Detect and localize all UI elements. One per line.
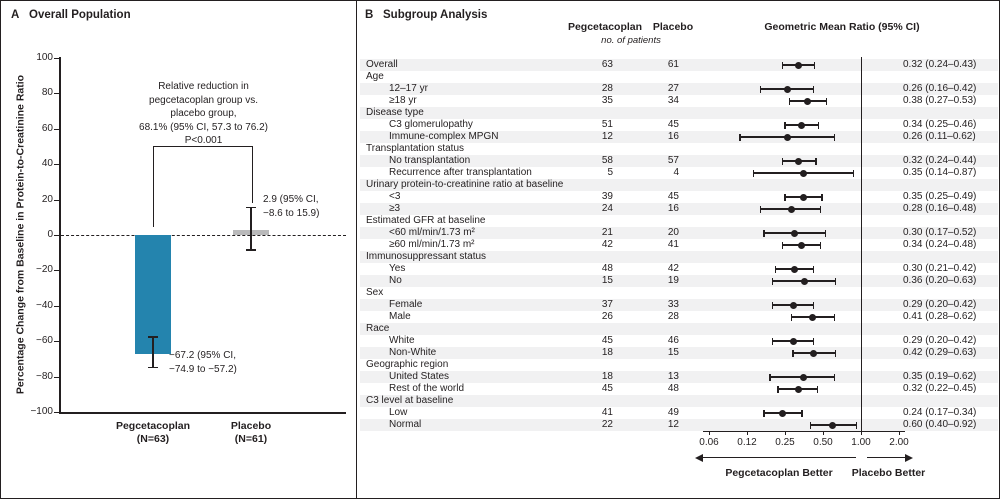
subgroup-n-placebo: 42	[667, 263, 679, 274]
subgroup-n-placebo: 28	[667, 311, 679, 322]
forest-ci-cap	[753, 170, 754, 177]
forest-ci-cap	[784, 122, 785, 129]
subgroup-n-pegcetacoplan: 45	[601, 335, 613, 346]
a-x-category-label	[186, 420, 316, 446]
forest-ci-cap	[815, 158, 816, 165]
subgroup-n-pegcetacoplan: 15	[601, 275, 613, 286]
subgroup-ratio-text: 0.32 (0.22–0.45)	[903, 383, 977, 394]
forest-ci-cap	[769, 374, 770, 381]
subgroup-label: ≥3	[389, 203, 401, 214]
subgroup-ratio-text: 0.30 (0.17–0.52)	[903, 227, 977, 238]
forest-ci-cap	[813, 338, 814, 345]
b-x-tick	[899, 431, 900, 435]
subgroup-ratio-text: 0.26 (0.11–0.62)	[903, 131, 976, 142]
subgroup-n-placebo: 48	[667, 383, 679, 394]
a-y-tick	[54, 129, 59, 130]
subgroup-label: Overall	[366, 59, 398, 70]
forest-ci-cap	[813, 86, 814, 93]
subgroup-n-placebo: 34	[667, 95, 679, 106]
forest-point	[790, 338, 797, 345]
forest-ci-cap	[856, 422, 857, 429]
subgroup-n-pegcetacoplan: 22	[601, 419, 613, 430]
subgroup-label: C3 level at baseline	[366, 395, 454, 406]
a-y-tick	[54, 200, 59, 201]
forest-ci-cap	[826, 98, 827, 105]
subgroup-label: Geographic region	[366, 359, 449, 370]
subgroup-label: Recurrence after transplantation	[389, 167, 532, 178]
a-y-tick-label: 20	[41, 193, 53, 205]
a-x-category-name: Pegcetacoplan	[115, 420, 191, 432]
b-x-axis-line	[703, 431, 905, 432]
subgroup-label: 12–17 yr	[389, 83, 428, 94]
forest-point	[810, 350, 817, 357]
a-zero-baseline	[61, 235, 346, 236]
subgroup-n-placebo: 46	[667, 335, 679, 346]
forest-ci-cap	[782, 62, 783, 69]
forest-ci-cap	[810, 422, 811, 429]
subgroup-label: Normal	[389, 419, 422, 430]
forest-point	[784, 86, 791, 93]
b-arrow-right-head	[905, 454, 913, 462]
forest-point	[790, 302, 797, 309]
a-x-axis-line	[59, 412, 346, 414]
b-x-tick-label: 2.00	[889, 437, 909, 448]
subgroup-ratio-text: 0.60 (0.40–0.92)	[903, 419, 977, 430]
a-x-category-name: Placebo	[230, 420, 272, 432]
b-x-tick-label: 1.00	[851, 437, 871, 448]
forest-ci-cap	[792, 350, 793, 357]
a-y-tick-label: −20	[36, 264, 53, 276]
a-bar-value-label-line: −8.6 to 15.9)	[263, 207, 320, 219]
a-error-cap	[148, 367, 158, 368]
b-col-header-pegcetacoplan: Pegcetacoplan	[567, 21, 643, 33]
forest-ci-cap	[813, 266, 814, 273]
subgroup-label: No	[389, 275, 402, 286]
subgroup-ratio-text: 0.38 (0.27–0.53)	[903, 95, 977, 106]
subgroup-n-placebo: 27	[667, 83, 679, 94]
subgroup-n-placebo: 45	[667, 119, 679, 130]
a-y-tick-label: 0	[47, 229, 53, 240]
forest-ci-cap	[739, 134, 740, 141]
b-x-tick	[747, 431, 748, 435]
forest-ci-cap	[791, 314, 792, 321]
subgroup-label: Female	[389, 299, 423, 310]
a-annotation-line: P<0.001	[184, 135, 223, 146]
subgroup-label: <60 ml/min/1.73 m²	[389, 227, 475, 238]
panel-a-label: A	[11, 9, 20, 21]
forest-ci-cap	[813, 302, 814, 309]
subgroup-n-pegcetacoplan: 45	[601, 383, 613, 394]
subgroup-label: Rest of the world	[389, 383, 465, 394]
subgroup-ratio-text: 0.24 (0.17–0.34)	[903, 407, 977, 418]
subgroup-row-stripe	[360, 323, 998, 335]
forest-ci-cap	[834, 374, 835, 381]
a-bar-value-label	[169, 349, 237, 376]
b-x-tick-label: 0.06	[699, 437, 719, 448]
forest-point	[800, 374, 807, 381]
subgroup-n-placebo: 12	[667, 419, 679, 430]
subgroup-n-placebo: 16	[667, 131, 679, 142]
a-annotation-line: pegcetacoplan group vs.	[149, 94, 258, 106]
subgroup-label: Disease type	[366, 107, 424, 118]
forest-point	[788, 206, 795, 213]
b-col-header-geometric-mean-ratio: Geometric Mean Ratio (95% CI)	[764, 21, 920, 33]
forest-ci-cap	[782, 242, 783, 249]
b-x-tick-label: 0.50	[813, 437, 833, 448]
subgroup-label: Low	[389, 407, 408, 418]
a-y-axis-title: Percentage Change from Baseline in Protein-to-Creatinine Ratio	[14, 74, 27, 395]
subgroup-ratio-text: 0.32 (0.24–0.44)	[903, 155, 977, 166]
forest-ci-cap	[825, 230, 826, 237]
a-y-tick	[54, 341, 59, 342]
a-x-category-n: (N=63)	[136, 433, 170, 445]
forest-ci-cap	[821, 194, 822, 201]
subgroup-ratio-text: 0.32 (0.24–0.43)	[903, 59, 977, 70]
subgroup-n-placebo: 57	[667, 155, 679, 166]
forest-point	[800, 194, 807, 201]
subgroup-label: Immunosuppressant status	[366, 251, 487, 262]
subgroup-label: Transplantation status	[366, 143, 465, 154]
subgroup-n-placebo: 19	[667, 275, 679, 286]
subgroup-n-pegcetacoplan: 21	[601, 227, 613, 238]
b-arrow-left-line	[702, 457, 856, 458]
forest-point	[798, 242, 805, 249]
a-error-cap	[246, 207, 256, 208]
b-arrow-right-label: Placebo Better	[851, 467, 926, 479]
forest-ci-cap	[763, 230, 764, 237]
a-y-tick-label: 40	[41, 158, 53, 170]
subgroup-ratio-text: 0.35 (0.19–0.62)	[903, 371, 977, 382]
forest-ci-cap	[760, 206, 761, 213]
a-bar-value-label-line: −67.2 (95% CI,	[169, 350, 236, 361]
subgroup-n-pegcetacoplan: 63	[601, 59, 613, 70]
b-col-header-placebo: Placebo	[652, 21, 694, 33]
subgroup-n-pegcetacoplan: 39	[601, 191, 613, 202]
subgroup-label: <3	[389, 191, 401, 202]
a-bar-value-label	[263, 193, 319, 220]
subgroup-ratio-text: 0.26 (0.16–0.42)	[903, 83, 977, 94]
a-y-tick	[54, 164, 59, 165]
subgroup-label: Urinary protein-to-creatinine ratio at baseline	[366, 179, 564, 190]
subgroup-label: Immune-complex MPGN	[389, 131, 499, 142]
subgroup-label: Sex	[366, 287, 384, 298]
subgroup-row-stripe	[360, 395, 998, 407]
a-error-cap	[246, 249, 256, 250]
forest-ci-cap	[818, 122, 819, 129]
panel-b-label: B	[365, 9, 374, 21]
forest-ci-cap	[820, 206, 821, 213]
subgroup-ratio-text: 0.35 (0.14–0.87)	[903, 167, 977, 178]
a-error-cap	[148, 336, 158, 337]
subgroup-n-pegcetacoplan: 26	[601, 311, 613, 322]
subgroup-ratio-text: 0.36 (0.20–0.63)	[903, 275, 977, 286]
b-x-tick	[861, 431, 862, 435]
forest-ci-cap	[834, 134, 835, 141]
a-y-tick-label: 60	[41, 122, 53, 134]
forest-ci-cap	[820, 242, 821, 249]
a-bar-value-label-line: 2.9 (95% CI,	[263, 194, 319, 205]
subgroup-ratio-text: 0.41 (0.28–0.62)	[903, 311, 977, 322]
forest-point	[809, 314, 816, 321]
a-y-tick-label: −40	[36, 299, 53, 311]
forest-ci-cap	[775, 266, 776, 273]
subgroup-label: Race	[366, 323, 390, 334]
subgroup-label: No transplantation	[389, 155, 471, 166]
forest-point	[800, 170, 807, 177]
a-y-tick	[54, 58, 59, 59]
subgroup-n-pegcetacoplan: 35	[601, 95, 613, 106]
subgroup-n-pegcetacoplan: 42	[601, 239, 613, 250]
forest-point	[791, 266, 798, 273]
b-x-tick	[709, 431, 710, 435]
forest-ci-cap	[835, 278, 836, 285]
subgroup-n-pegcetacoplan: 12	[601, 131, 613, 142]
forest-ci-cap	[760, 86, 761, 93]
subgroup-ratio-text: 0.28 (0.16–0.48)	[903, 203, 977, 214]
forest-ci-cap	[772, 302, 773, 309]
forest-ci-cap	[789, 98, 790, 105]
subgroup-label: Estimated GFR at baseline	[366, 215, 486, 226]
forest-point	[779, 410, 786, 417]
forest-point	[804, 98, 811, 105]
subgroup-n-placebo: 15	[667, 347, 679, 358]
b-x-tick	[823, 431, 824, 435]
subgroup-n-placebo: 33	[667, 299, 679, 310]
a-y-tick	[54, 270, 59, 271]
subgroup-n-pegcetacoplan: 58	[601, 155, 613, 166]
forest-ci-cap	[772, 338, 773, 345]
subgroup-n-pegcetacoplan: 18	[601, 347, 613, 358]
a-bar-value-label-line: −74.9 to −57.2)	[169, 363, 237, 375]
a-annotation-line: placebo group,	[170, 108, 237, 119]
panel-a-title: Overall Population	[29, 9, 131, 21]
panel-b-title: Subgroup Analysis	[383, 9, 488, 21]
a-x-category-n: (N=61)	[234, 433, 268, 445]
subgroup-ratio-text: 0.30 (0.21–0.42)	[903, 263, 977, 274]
b-reference-line	[861, 57, 862, 431]
a-y-tick	[54, 306, 59, 307]
b-arrow-right-line	[867, 457, 905, 458]
b-col-subheader-no-of-patients: no. of patients	[601, 35, 661, 46]
subgroup-n-pegcetacoplan: 18	[601, 371, 613, 382]
subgroup-n-pegcetacoplan: 37	[601, 299, 613, 310]
forest-point	[795, 386, 802, 393]
a-y-tick	[54, 235, 59, 236]
forest-ci-cap	[777, 386, 778, 393]
subgroup-n-placebo: 41	[667, 239, 679, 250]
a-annotation-line: Relative reduction in	[158, 81, 249, 92]
b-x-tick-label: 0.12	[737, 437, 757, 448]
forest-ci-cap	[853, 170, 854, 177]
subgroup-label: C3 glomerulopathy	[389, 119, 473, 130]
subgroup-label: ≥60 ml/min/1.73 m²	[389, 239, 475, 250]
forest-ci-cap	[784, 194, 785, 201]
subgroup-label: United States	[389, 371, 450, 382]
a-error-line	[250, 207, 251, 250]
subgroup-label: Male	[389, 311, 411, 322]
subgroup-n-pegcetacoplan: 48	[601, 263, 613, 274]
a-comparison-bracket-right	[252, 146, 253, 203]
subgroup-ratio-text: 0.35 (0.25–0.49)	[903, 191, 977, 202]
b-arrow-left-label: Pegcetacoplan Better	[725, 467, 833, 479]
subgroup-n-placebo: 49	[667, 407, 679, 418]
forest-ci-cap	[801, 410, 802, 417]
a-y-tick	[54, 412, 59, 413]
a-y-tick-label: −80	[36, 370, 53, 382]
forest-point	[784, 134, 791, 141]
forest-ci-cap	[817, 386, 818, 393]
subgroup-ratio-text: 0.42 (0.29–0.63)	[903, 347, 977, 358]
forest-ci-cap	[814, 62, 815, 69]
forest-ci-cap	[834, 314, 835, 321]
subgroup-n-placebo: 16	[667, 203, 679, 214]
subgroup-ratio-text: 0.29 (0.20–0.42)	[903, 335, 977, 346]
panel-divider	[356, 1, 357, 498]
subgroup-n-pegcetacoplan: 51	[601, 119, 613, 130]
subgroup-n-pegcetacoplan: 24	[601, 203, 613, 214]
a-y-tick-label: −60	[36, 335, 53, 347]
b-x-tick-label: 0.25	[775, 437, 795, 448]
forest-point	[795, 62, 802, 69]
subgroup-n-placebo: 13	[667, 371, 679, 382]
forest-ci-cap	[763, 410, 764, 417]
forest-point	[798, 122, 805, 129]
subgroup-row-stripe	[360, 107, 998, 119]
forest-ci-cap	[772, 278, 773, 285]
subgroup-label: Yes	[389, 263, 406, 274]
subgroup-n-pegcetacoplan: 28	[601, 83, 613, 94]
a-error-line	[152, 336, 153, 367]
subgroup-n-placebo: 20	[667, 227, 679, 238]
forest-ci-cap	[835, 350, 836, 357]
forest-ci-cap	[782, 158, 783, 165]
subgroup-label: Non-White	[389, 347, 437, 358]
subgroup-label: Age	[366, 71, 384, 82]
subgroup-ratio-text: 0.29 (0.20–0.42)	[903, 299, 977, 310]
a-annotation-line: 68.1% (95% CI, 57.3 to 76.2)	[139, 121, 268, 133]
a-y-tick	[54, 377, 59, 378]
a-y-tick-label: 100	[36, 52, 53, 63]
a-comparison-bracket-left	[153, 146, 154, 227]
subgroup-ratio-text: 0.34 (0.24–0.48)	[903, 239, 977, 250]
b-arrow-left-head	[695, 454, 703, 462]
a-y-tick	[54, 93, 59, 94]
b-x-tick	[785, 431, 786, 435]
subgroup-n-placebo: 4	[673, 167, 679, 178]
forest-point	[795, 158, 802, 165]
subgroup-ratio-text: 0.34 (0.25–0.46)	[903, 119, 977, 130]
subgroup-label: ≥18 yr	[389, 95, 417, 106]
a-y-tick-label: −100	[30, 406, 53, 417]
a-y-tick-label: 80	[41, 87, 53, 99]
subgroup-n-pegcetacoplan: 5	[607, 167, 613, 178]
subgroup-n-pegcetacoplan: 41	[601, 407, 613, 418]
subgroup-n-placebo: 45	[667, 191, 679, 202]
subgroup-n-placebo: 61	[667, 59, 679, 70]
subgroup-label: White	[389, 335, 415, 346]
a-annotation	[111, 80, 296, 148]
